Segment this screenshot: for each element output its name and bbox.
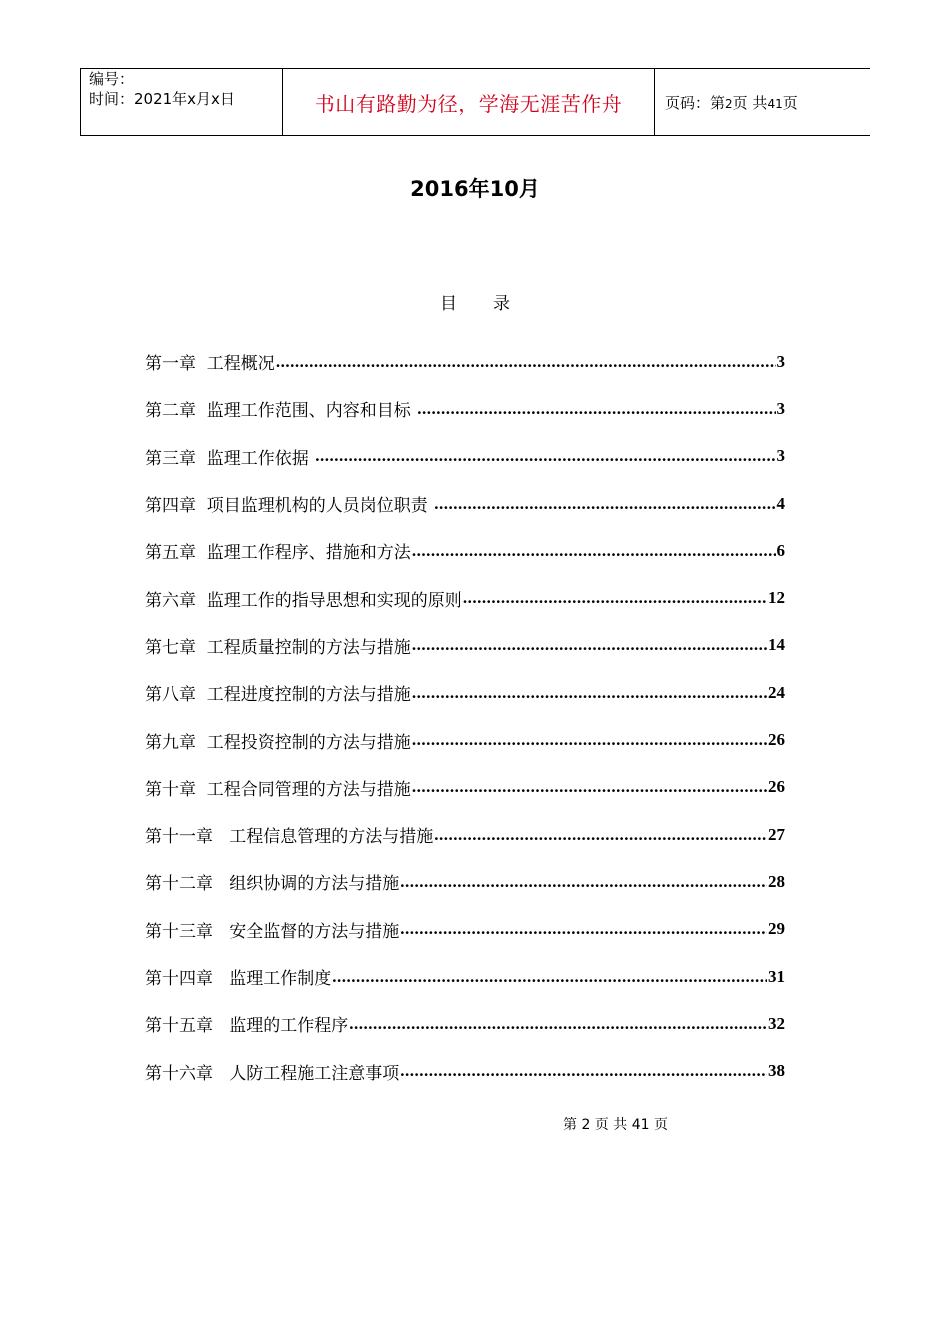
toc-entry-page: 29 <box>768 919 785 939</box>
toc-entry[interactable] <box>145 906 785 953</box>
page-total: 41 <box>767 96 783 111</box>
page-footer: 第 2 页 共 41 页 <box>563 1117 668 1133</box>
toc-entry-page: 3 <box>776 446 785 466</box>
toc-dot-leader <box>412 777 767 797</box>
toc-entry[interactable] <box>145 433 785 480</box>
toc-entry-label: 第一章 工程概况 <box>145 354 275 375</box>
toc-entry-label: 第四章 项目监理机构的人员岗位职责 <box>145 496 434 517</box>
page-current: 2 <box>725 96 733 111</box>
toc-dot-leader <box>400 919 767 939</box>
toc-entry-label: 第六章 监理工作的指导思想和实现的原则 <box>145 590 462 611</box>
document-time-label: 时间：2021年x月x日 <box>89 90 235 108</box>
toc-entry-page: 32 <box>768 1013 785 1033</box>
toc-dot-leader <box>315 446 775 466</box>
toc-entry-page: 31 <box>768 966 785 986</box>
toc-entry-page: 12 <box>768 588 785 608</box>
toc-entry-page: 27 <box>768 824 785 844</box>
toc-dot-leader <box>463 588 767 608</box>
toc-dot-leader <box>400 872 767 892</box>
toc-entry[interactable] <box>145 480 785 527</box>
toc-entry-label: 第十六章 人防工程施工注意事项 <box>145 1063 400 1084</box>
document-date: 2016年10月 <box>410 177 540 201</box>
toc-entry[interactable] <box>145 338 785 385</box>
header-table <box>80 68 870 136</box>
page-middle: 页 共 <box>732 93 768 112</box>
toc-entry-page: 26 <box>768 730 785 750</box>
toc-dot-leader <box>417 399 775 419</box>
toc-entry[interactable] <box>145 622 785 669</box>
document-number-label: 编号： <box>89 70 135 88</box>
page-indicator <box>665 92 798 113</box>
toc-entry-label: 第五章 监理工作程序、措施和方法 <box>145 543 411 564</box>
toc-entry[interactable] <box>145 669 785 716</box>
toc-entry[interactable] <box>145 527 785 574</box>
toc-entry-page: 3 <box>776 398 785 418</box>
toc-entry[interactable] <box>145 574 785 621</box>
toc-entry-label: 第二章 监理工作范围、内容和目标 <box>145 401 417 422</box>
toc-dot-leader <box>349 1014 767 1034</box>
toc-entry[interactable] <box>145 953 785 1000</box>
toc-dot-leader <box>412 683 767 703</box>
toc-dot-leader <box>400 1061 767 1081</box>
toc-entry[interactable] <box>145 1047 785 1094</box>
toc-entry-label: 第十五章 监理的工作程序 <box>145 1016 349 1037</box>
toc-entry-page: 38 <box>768 1061 785 1081</box>
header-page-cell <box>655 69 869 135</box>
toc-entry-label: 第十一章 工程信息管理的方法与措施 <box>145 827 434 848</box>
toc-entry[interactable] <box>145 1000 785 1047</box>
toc-entry-label: 第八章 工程进度控制的方法与措施 <box>145 685 411 706</box>
toc-entry[interactable] <box>145 764 785 811</box>
toc-entry-label: 第十三章 安全监督的方法与措施 <box>145 921 400 942</box>
toc-entry[interactable] <box>145 858 785 905</box>
toc-dot-leader <box>412 635 767 655</box>
page-prefix: 页码：第 <box>665 93 726 112</box>
toc-entry-label: 第九章 工程投资控制的方法与措施 <box>145 732 411 753</box>
toc-entry-label: 第十二章 组织协调的方法与措施 <box>145 874 400 895</box>
toc-title: 目录 <box>440 294 546 314</box>
toc-entry-page: 4 <box>776 493 785 513</box>
page-suffix: 页 <box>782 93 798 112</box>
toc-entry-label: 第十四章 监理工作制度 <box>145 969 332 989</box>
table-of-contents <box>145 338 785 1095</box>
toc-entry-page: 6 <box>776 540 785 560</box>
toc-entry-page: 26 <box>768 777 785 797</box>
header-info-cell <box>81 69 283 135</box>
toc-dot-leader <box>412 730 767 750</box>
toc-entry-page: 24 <box>768 682 785 702</box>
toc-entry-page: 14 <box>768 635 785 655</box>
toc-dot-leader <box>332 967 767 987</box>
toc-dot-leader <box>434 825 767 845</box>
toc-dot-leader <box>434 494 775 514</box>
toc-entry-page: 28 <box>768 871 785 891</box>
toc-dot-leader <box>412 541 776 561</box>
toc-entry-label: 第七章 工程质量控制的方法与措施 <box>145 637 411 658</box>
toc-entry-page: 3 <box>776 351 785 371</box>
motto-text: 书山有路勤为径，学海无涯苦作舟 <box>314 91 623 116</box>
toc-entry[interactable] <box>145 385 785 432</box>
toc-entry-label: 第三章 监理工作依据 <box>145 448 315 469</box>
toc-entry-label: 第十章 工程合同管理的方法与措施 <box>145 779 411 800</box>
toc-dot-leader <box>276 352 776 372</box>
header-motto-cell <box>283 69 655 135</box>
toc-entry[interactable] <box>145 811 785 858</box>
toc-entry[interactable] <box>145 716 785 763</box>
